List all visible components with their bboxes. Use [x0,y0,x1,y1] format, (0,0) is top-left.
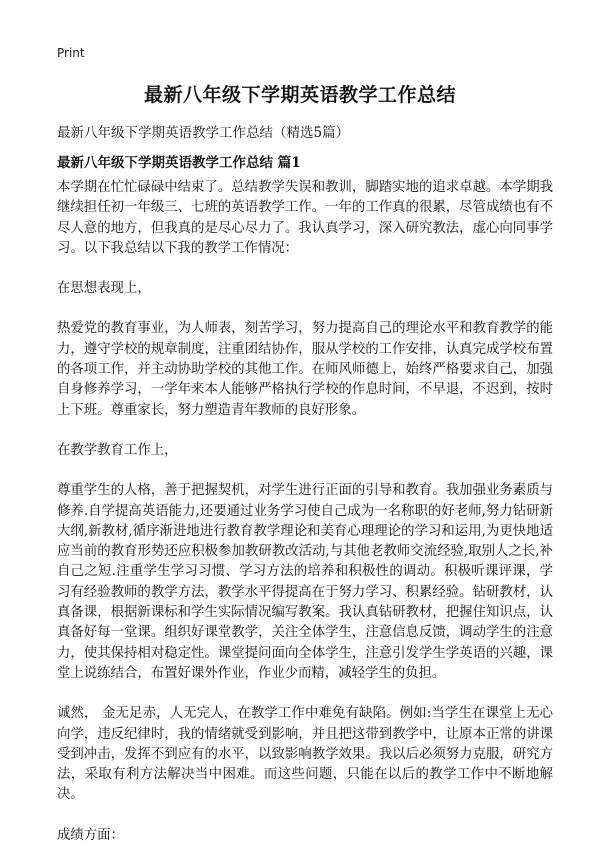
paragraph-results-heading: 成绩方面： [57,827,124,843]
paragraph-thought-heading: 在思想表现上， [57,281,151,297]
print-link[interactable]: Print [57,46,85,60]
paragraph-teaching: 尊重学生的人格，善于把握契机，对学生进行正面的引导和教育。我加强业务素质与修养.自学提高英语能力,还要通过业务学习使自己成为一名称职的好老师,努力钻研新大纲,新教材,循序渐进地进行教育教学理论和美育心理理论的学习和运用,为更快地适应当前的教育形势还应积极参加教研教改活动,与其他老教师交流经验,取别人之长,补自己之短.注重学生学习习惯、学习方法的培养和积极性的调动。积极听课评课，学习有经验教师的教学方法，教学水平得提高在于努力学习、积累经验。钻研教材，认真备课，根据新课标和学生实际情况编写教案。我认真钻研教材，把握住知识点，认真备好每一堂课。组织好课堂教学，关注全体学生，注意信息反馈，调动学生的注意力，使其保持相对稳定性。课堂提问面向全体学生，注意引发学生学英语的兴趣，课堂上说练结合，布置好课外作业，作业少而精，减轻学生的负担。 [57,483,553,681]
paragraph-thought: 热爱党的教育事业，为人师表，刻苦学习，努力提高自己的理论水平和教育教学的能力，遵守学校的规章制度，注重团结协作，服从学校的工作安排，认真完成学校布置的各项工作，并主动协助学校的其他工作。在师风师德上，始终严格要求自己，加强自身修养学习，一学年来本人能够严格执行学校的作息时间，不早退，不迟到，按时上下班。尊重家长，努力塑造青年教师的良好形象。 [57,321,553,418]
section-heading: 最新八年级下学期英语教学工作总结 篇1 [57,155,301,171]
paragraph-intro: 本学期在忙忙碌碌中结束了。总结教学失误和教训，脚踏实地的追求卓越。本学期我继续担任初一年级三、七班的英语教学工作。一年的工作真的很累，尽管成绩也有不尽人意的地方，但我真的是尽心尽力了。我认真学习，深入研究教法，虚心向同事学习。以下我总结以下我的教学工作情况： [57,180,553,256]
paragraph-teaching-heading: 在教学教育工作上， [57,442,178,458]
document-body [57,178,553,866]
paragraph-shortcomings: 诚然， 金无足赤，人无完人，在教学工作中难免有缺陷。例如:当学生在课堂上无心向学，违反纪律时，我的情绪就受到影响，并且把这带到教学中，让原本正常的讲课受到冲击，发挥不到应有的水平，以致影响教学效果。我以后必须努力克服，研究方法，采取有利方法解决当中困难。而这些问题，只能在以后的教学工作中不断地解决。 [57,706,553,803]
document-title: 最新八年级下学期英语教学工作总结 [143,84,456,106]
document-subtitle: 最新八年级下学期英语教学工作总结（精选5篇） [57,125,350,141]
